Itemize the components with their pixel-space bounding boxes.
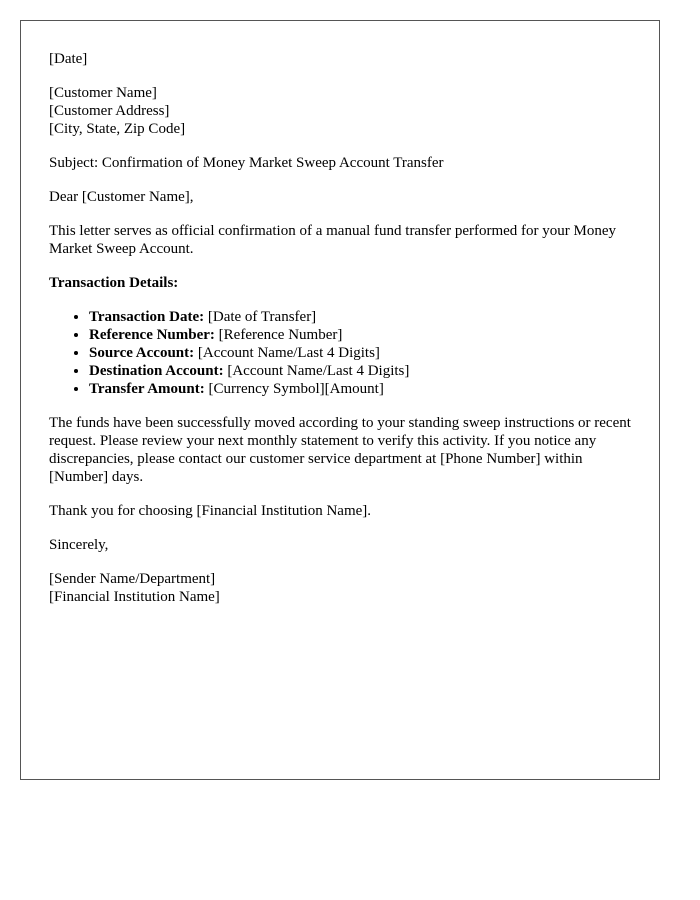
recipient-name: [Customer Name] [49, 85, 157, 101]
letter-subject: Subject: Confirmation of Money Market Sweep Account Transfer [49, 155, 444, 171]
detail-label: Reference Number: [89, 327, 215, 343]
sender-name: [Sender Name/Department] [49, 571, 216, 587]
transaction-details-list [49, 308, 631, 398]
detail-label: Transaction Date: [89, 309, 205, 325]
detail-value: [Account Name/Last 4 Digits] [197, 345, 380, 361]
detail-label: Source Account: [89, 345, 195, 361]
detail-source-account [89, 344, 631, 362]
letter-intro: This letter serves as official confirmation of a manual fund transfer performed for your Money Market Sweep Account. [49, 223, 617, 257]
detail-label: Transfer Amount: [89, 381, 205, 397]
detail-value: [Date of Transfer] [207, 309, 317, 325]
letter-closing: Sincerely, [49, 537, 109, 553]
detail-reference-number [89, 326, 631, 344]
signature-block [49, 570, 631, 606]
letter-thanks: Thank you for choosing [Financial Institution Name]. [49, 503, 372, 519]
detail-transfer-amount [89, 380, 631, 398]
recipient-city-state-zip: [City, State, Zip Code] [49, 121, 186, 137]
detail-destination-account [89, 362, 631, 380]
transaction-details-heading: Transaction Details: [49, 275, 179, 291]
detail-transaction-date [89, 308, 631, 326]
letter-salutation: Dear [Customer Name], [49, 189, 194, 205]
recipient-address-block [49, 84, 631, 138]
letter-date: [Date] [49, 51, 88, 67]
letter-page [20, 20, 660, 780]
institution-name: [Financial Institution Name] [49, 589, 220, 605]
detail-label: Destination Account: [89, 363, 224, 379]
detail-value: [Currency Symbol][Amount] [208, 381, 384, 397]
detail-value: [Reference Number] [218, 327, 343, 343]
detail-value: [Account Name/Last 4 Digits] [227, 363, 410, 379]
letter-body: The funds have been successfully moved according to your standing sweep instructions or recent request. Please review your next monthly statement to verify this activity. If you notice any discrepancies, please contact our customer service department at [Phone Number] within [Number] days. [49, 415, 631, 485]
recipient-address: [Customer Address] [49, 103, 170, 119]
